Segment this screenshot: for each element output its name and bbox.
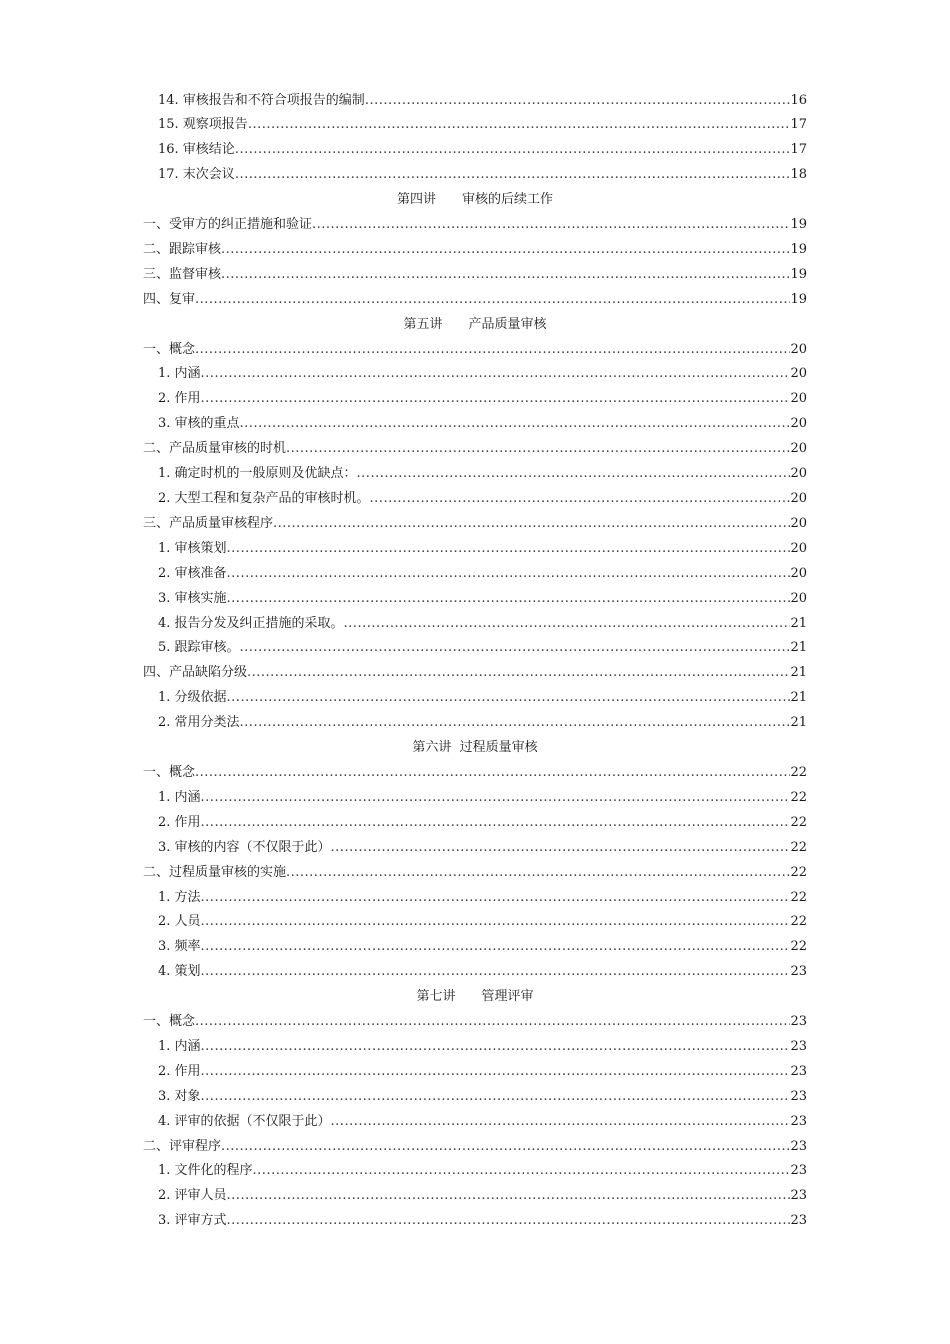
dot-leader bbox=[195, 761, 790, 786]
entry-label: 四、产品缺陷分级 bbox=[143, 665, 248, 681]
toc-entry bbox=[0, 1110, 950, 1135]
entry-label: 一、概念 bbox=[143, 341, 196, 357]
page-number: 20 bbox=[790, 565, 807, 581]
page-number: 19 bbox=[790, 266, 807, 282]
toc-subsection-entry bbox=[158, 1159, 807, 1184]
entry-label: 2. 作用 bbox=[158, 391, 201, 407]
page-number: 21 bbox=[790, 665, 807, 681]
dot-leader bbox=[195, 338, 790, 363]
dot-leader bbox=[365, 89, 791, 114]
toc-entry bbox=[0, 487, 950, 512]
page-number: 19 bbox=[790, 241, 807, 257]
entry-label: 15. 观察项报告 bbox=[158, 117, 248, 133]
page-number: 18 bbox=[790, 167, 807, 183]
dot-leader bbox=[201, 1060, 791, 1085]
toc-entry bbox=[0, 138, 950, 163]
page-number: 22 bbox=[790, 914, 807, 930]
toc-entry bbox=[0, 612, 950, 637]
page-number: 20 bbox=[790, 491, 807, 506]
page-number: 19 bbox=[790, 291, 807, 307]
dot-leader bbox=[240, 636, 791, 661]
entry-label: 2. 作用 bbox=[158, 814, 201, 830]
dot-leader bbox=[201, 811, 791, 836]
toc-entry bbox=[0, 89, 950, 114]
toc-subsection-entry bbox=[158, 163, 807, 188]
toc-subsection-entry bbox=[158, 537, 807, 562]
page-number: 23 bbox=[790, 1014, 807, 1030]
entry-label: 1. 确定时机的一般原则及优缺点： bbox=[158, 466, 357, 482]
toc-entry bbox=[0, 338, 950, 363]
page-number: 21 bbox=[790, 690, 807, 706]
page-number: 23 bbox=[790, 1163, 807, 1179]
dot-leader bbox=[201, 935, 791, 960]
toc-section-entry bbox=[143, 263, 807, 288]
entry-label: 三、监督审核 bbox=[143, 266, 222, 282]
toc-subsection-entry bbox=[158, 89, 807, 114]
entry-label: 1. 分级依据 bbox=[158, 690, 227, 706]
page-number: 22 bbox=[790, 789, 807, 805]
dot-leader bbox=[331, 836, 791, 861]
dot-leader bbox=[273, 512, 790, 537]
dot-leader bbox=[221, 263, 790, 288]
toc-subsection-entry bbox=[158, 113, 807, 138]
dot-leader bbox=[370, 487, 791, 512]
entry-label: 16. 审核结论 bbox=[158, 142, 235, 158]
dot-leader bbox=[253, 1159, 791, 1184]
chapter-title: 第六讲 过程质量审核 bbox=[412, 740, 538, 756]
toc-entry bbox=[0, 861, 950, 886]
entry-label: 2. 审核准备 bbox=[158, 565, 227, 581]
entry-label: 二、评审程序 bbox=[143, 1138, 222, 1154]
entry-label: 2. 常用分类法 bbox=[158, 715, 240, 731]
toc-subsection-entry bbox=[158, 811, 807, 836]
dot-leader bbox=[227, 587, 791, 612]
toc-entry bbox=[0, 836, 950, 861]
toc-section-entry bbox=[143, 238, 807, 263]
dot-leader bbox=[286, 437, 790, 462]
toc-subsection-entry bbox=[158, 387, 807, 412]
entry-label: 14. 审核报告和不符合项报告的编制 bbox=[158, 92, 365, 108]
entry-label: 4. 评审的依据（不仅限于此） bbox=[158, 1113, 331, 1129]
toc-entry bbox=[0, 811, 950, 836]
dot-leader bbox=[312, 213, 790, 238]
toc-section-entry bbox=[143, 512, 807, 537]
toc-entry bbox=[0, 238, 950, 263]
toc-subsection-entry bbox=[158, 487, 807, 512]
toc-entry bbox=[0, 661, 950, 686]
page-number: 22 bbox=[790, 939, 807, 955]
entry-label: 3. 对象 bbox=[158, 1088, 201, 1104]
toc-section-entry bbox=[143, 213, 807, 238]
page-number: 22 bbox=[790, 839, 807, 855]
toc-entry bbox=[0, 935, 950, 960]
page-number: 22 bbox=[790, 864, 807, 880]
entry-label: 四、复审 bbox=[143, 291, 196, 307]
dot-leader bbox=[227, 537, 791, 562]
toc-entry bbox=[0, 686, 950, 711]
toc-entry bbox=[0, 288, 950, 313]
toc-entry bbox=[0, 761, 950, 786]
toc-chapter-heading bbox=[0, 985, 950, 1010]
toc-entry bbox=[0, 213, 950, 238]
toc-subsection-entry bbox=[158, 562, 807, 587]
toc-subsection-entry bbox=[158, 1035, 807, 1060]
entry-label: 4. 策划 bbox=[158, 964, 201, 980]
toc-section-entry bbox=[143, 1010, 807, 1035]
page-number: 23 bbox=[790, 1213, 807, 1229]
entry-label: 2. 作用 bbox=[158, 1063, 201, 1079]
toc-subsection-entry bbox=[158, 138, 807, 163]
toc-subsection-entry bbox=[158, 1184, 807, 1209]
toc-subsection-entry bbox=[158, 935, 807, 960]
entry-label: 1. 审核策划 bbox=[158, 540, 227, 556]
page-number: 20 bbox=[790, 441, 807, 457]
toc-entry bbox=[0, 512, 950, 537]
entry-label: 二、产品质量审核的时机 bbox=[143, 441, 287, 457]
dot-leader bbox=[201, 910, 791, 935]
toc-entry bbox=[0, 562, 950, 587]
dot-leader bbox=[201, 886, 791, 911]
entry-label: 17. 末次会议 bbox=[158, 167, 235, 183]
toc-entry bbox=[0, 113, 950, 138]
toc-chapter-heading bbox=[0, 736, 950, 761]
toc-entry bbox=[0, 587, 950, 612]
dot-leader bbox=[331, 1110, 791, 1135]
toc-entry bbox=[0, 437, 950, 462]
toc-section-entry bbox=[143, 661, 807, 686]
toc-subsection-entry bbox=[158, 1085, 807, 1110]
toc-subsection-entry bbox=[158, 636, 807, 661]
toc-entry bbox=[0, 412, 950, 437]
dot-leader bbox=[201, 362, 791, 387]
toc-subsection-entry bbox=[158, 711, 807, 736]
toc-entry bbox=[0, 1035, 950, 1060]
page-number: 20 bbox=[790, 416, 807, 432]
toc-entry bbox=[0, 1184, 950, 1209]
page-number: 20 bbox=[790, 341, 807, 357]
toc-entry bbox=[0, 711, 950, 736]
entry-label: 二、过程质量审核的实施 bbox=[143, 864, 287, 880]
toc-chapter-heading bbox=[0, 313, 950, 338]
entry-label: 一、受审方的纠正措施和验证 bbox=[143, 217, 313, 233]
dot-leader bbox=[227, 1184, 791, 1209]
chapter-title: 第四讲 审核的后续工作 bbox=[396, 192, 553, 208]
page-number: 23 bbox=[790, 1063, 807, 1079]
toc-entry bbox=[0, 886, 950, 911]
page-number: 22 bbox=[790, 764, 807, 780]
chapter-title: 第五讲 产品质量审核 bbox=[403, 316, 547, 332]
toc-section-entry bbox=[143, 437, 807, 462]
toc-subsection-entry bbox=[158, 412, 807, 437]
table-of-contents bbox=[0, 89, 950, 1235]
page-number: 20 bbox=[790, 391, 807, 407]
toc-section-entry bbox=[143, 1135, 807, 1160]
toc-entry bbox=[0, 1010, 950, 1035]
page-number: 23 bbox=[790, 1188, 807, 1204]
entry-label: 2. 人员 bbox=[158, 914, 201, 930]
page-number: 20 bbox=[790, 466, 807, 482]
dot-leader bbox=[248, 113, 791, 138]
toc-section-entry bbox=[143, 338, 807, 363]
dot-leader bbox=[235, 138, 791, 163]
entry-label: 3. 审核实施 bbox=[158, 590, 227, 606]
page-number: 16 bbox=[790, 92, 807, 108]
toc-entry bbox=[0, 1159, 950, 1184]
entry-label: 一、概念 bbox=[143, 1014, 196, 1030]
chapter-title: 第七讲 管理评审 bbox=[416, 989, 534, 1005]
dot-leader bbox=[221, 1135, 790, 1160]
entry-label: 5. 跟踪审核。 bbox=[158, 640, 240, 656]
toc-subsection-entry bbox=[158, 686, 807, 711]
page-number: 22 bbox=[790, 889, 807, 905]
entry-label: 2. 评审人员 bbox=[158, 1188, 227, 1204]
dot-leader bbox=[201, 786, 791, 811]
toc-entry bbox=[0, 537, 950, 562]
entry-label: 一、概念 bbox=[143, 764, 196, 780]
page-number: 20 bbox=[790, 366, 807, 382]
dot-leader bbox=[344, 612, 791, 637]
toc-entry bbox=[0, 462, 950, 487]
toc-entry bbox=[0, 1060, 950, 1085]
toc-subsection-entry bbox=[158, 362, 807, 387]
toc-entry bbox=[0, 910, 950, 935]
toc-subsection-entry bbox=[158, 1209, 807, 1234]
entry-label: 1. 方法 bbox=[158, 889, 201, 905]
dot-leader bbox=[247, 661, 790, 686]
dot-leader bbox=[201, 1085, 791, 1110]
page-number: 17 bbox=[790, 117, 807, 133]
page-number: 23 bbox=[790, 1138, 807, 1154]
toc-entry bbox=[0, 786, 950, 811]
dot-leader bbox=[221, 238, 790, 263]
entry-label: 2. 大型工程和复杂产品的审核时机。 bbox=[158, 491, 370, 506]
dot-leader bbox=[240, 412, 791, 437]
entry-label: 1. 内涵 bbox=[158, 366, 201, 382]
dot-leader bbox=[227, 1209, 791, 1234]
toc-entry bbox=[0, 960, 950, 985]
toc-subsection-entry bbox=[158, 910, 807, 935]
page-number: 22 bbox=[790, 814, 807, 830]
toc-subsection-entry bbox=[158, 786, 807, 811]
toc-section-entry bbox=[143, 761, 807, 786]
toc-section-entry bbox=[143, 861, 807, 886]
toc-subsection-entry bbox=[158, 1060, 807, 1085]
dot-leader bbox=[286, 861, 790, 886]
page-number: 23 bbox=[790, 1038, 807, 1054]
toc-subsection-entry bbox=[158, 462, 807, 487]
dot-leader bbox=[195, 288, 790, 313]
entry-label: 二、跟踪审核 bbox=[143, 241, 222, 257]
dot-leader bbox=[201, 387, 791, 412]
dot-leader bbox=[227, 686, 791, 711]
entry-label: 3. 频率 bbox=[158, 939, 201, 955]
page-number: 21 bbox=[790, 615, 807, 631]
entry-label: 1. 内涵 bbox=[158, 789, 201, 805]
toc-entry bbox=[0, 387, 950, 412]
entry-label: 3. 审核的重点 bbox=[158, 416, 240, 432]
entry-label: 1. 文件化的程序 bbox=[158, 1163, 253, 1179]
page-number: 23 bbox=[790, 1113, 807, 1129]
entry-label: 4. 报告分发及纠正措施的采取。 bbox=[158, 615, 344, 631]
toc-entry bbox=[0, 1135, 950, 1160]
page-number: 20 bbox=[790, 515, 807, 531]
dot-leader bbox=[201, 960, 791, 985]
entry-label: 3. 评审方式 bbox=[158, 1213, 227, 1229]
toc-subsection-entry bbox=[158, 1110, 807, 1135]
toc-entry bbox=[0, 636, 950, 661]
page-number: 23 bbox=[790, 964, 807, 980]
toc-entry bbox=[0, 362, 950, 387]
toc-subsection-entry bbox=[158, 612, 807, 637]
toc-chapter-heading bbox=[0, 188, 950, 213]
page-number: 17 bbox=[790, 142, 807, 158]
toc-entry bbox=[0, 1209, 950, 1234]
page-number: 20 bbox=[790, 590, 807, 606]
page-number: 21 bbox=[790, 640, 807, 656]
page-number: 21 bbox=[790, 715, 807, 731]
page-number: 19 bbox=[790, 217, 807, 233]
dot-leader bbox=[195, 1010, 790, 1035]
toc-entry bbox=[0, 163, 950, 188]
toc-subsection-entry bbox=[158, 836, 807, 861]
dot-leader bbox=[235, 163, 791, 188]
dot-leader bbox=[240, 711, 791, 736]
entry-label: 1. 内涵 bbox=[158, 1038, 201, 1054]
entry-label: 三、产品质量审核程序 bbox=[143, 515, 274, 531]
page-number: 20 bbox=[790, 540, 807, 556]
toc-entry bbox=[0, 263, 950, 288]
toc-entry bbox=[0, 1085, 950, 1110]
toc-section-entry bbox=[143, 288, 807, 313]
toc-subsection-entry bbox=[158, 886, 807, 911]
dot-leader bbox=[357, 462, 791, 487]
dot-leader bbox=[201, 1035, 791, 1060]
page-number: 23 bbox=[790, 1088, 807, 1104]
entry-label: 3. 审核的内容（不仅限于此） bbox=[158, 839, 331, 855]
dot-leader bbox=[227, 562, 791, 587]
toc-subsection-entry bbox=[158, 960, 807, 985]
toc-subsection-entry bbox=[158, 587, 807, 612]
